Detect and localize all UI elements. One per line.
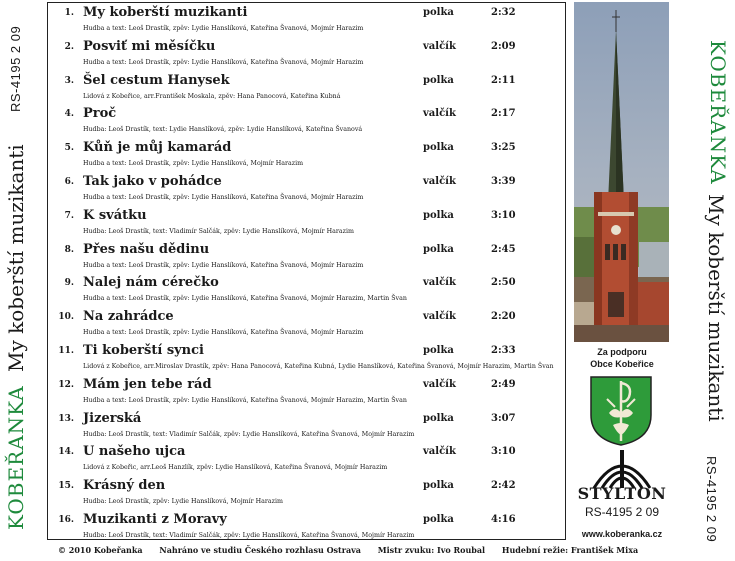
track-title: U našeho ujca bbox=[83, 444, 186, 460]
track-row bbox=[48, 443, 565, 477]
track-row bbox=[48, 139, 565, 173]
track-number: 2. bbox=[64, 41, 74, 52]
track-duration: 2:50 bbox=[491, 277, 516, 289]
track-credits: Hudba: Leoš Drastík, text: Lydie Hanslíková, zpěv: Lydie Hanslíková, Kateřina Švanová bbox=[83, 126, 363, 134]
track-duration: 2:09 bbox=[491, 40, 516, 52]
track-genre: polka bbox=[423, 74, 454, 86]
track-duration: 2:20 bbox=[491, 311, 516, 323]
track-duration: 3:39 bbox=[491, 176, 516, 187]
track-number: 6. bbox=[64, 177, 74, 187]
track-credits: Hudba a text: Leoš Drastík, zpěv: Lydie Hanslíková, Kateřina Švanová, Mojmír Harazim, Martin Švan bbox=[83, 396, 407, 404]
track-duration: 2:17 bbox=[491, 108, 516, 120]
track-genre: polka bbox=[423, 345, 454, 356]
album-title: My koberští muzikanti bbox=[4, 144, 28, 372]
track-credits: Hudba: Leoš Drastík, text: Vladimír Salčák, zpěv: Lydie Hanslíková, Kateřina Švanová, Mojmír Harazim bbox=[83, 532, 415, 539]
track-duration: 4:16 bbox=[491, 514, 516, 525]
track-title: Muzikanti z Moravy bbox=[83, 512, 227, 527]
track-title: Šel cestum Hanysek bbox=[83, 72, 230, 88]
track-credits: Hudba: Leoš Drastík, text: Vladimír Salčák, zpěv: Lydie Hanslíková, Mojmír Harazim bbox=[83, 227, 354, 235]
track-number: 15. bbox=[58, 481, 74, 492]
track-number: 11. bbox=[58, 346, 74, 356]
track-duration: 2:42 bbox=[491, 480, 516, 492]
track-title: K svátku bbox=[83, 207, 147, 223]
track-row bbox=[48, 308, 565, 342]
track-duration: 3:10 bbox=[491, 446, 516, 458]
track-number: 1. bbox=[64, 8, 74, 18]
track-genre: valčík bbox=[423, 378, 456, 390]
track-duration: 2:49 bbox=[491, 378, 516, 390]
track-row bbox=[48, 207, 565, 241]
track-title: Ti koberští synci bbox=[83, 343, 204, 358]
track-genre: polka bbox=[423, 514, 454, 525]
track-number: 3. bbox=[64, 75, 74, 86]
track-row bbox=[48, 511, 565, 545]
track-number: 13. bbox=[58, 413, 74, 424]
track-row bbox=[48, 38, 565, 72]
support-line-2: Obce Kobeřice bbox=[590, 359, 654, 369]
track-genre: polka bbox=[423, 480, 454, 492]
track-row bbox=[48, 4, 565, 38]
track-genre: polka bbox=[423, 412, 454, 424]
sound-master: Mistr zvuku: Ivo Roubal bbox=[377, 545, 486, 555]
track-row bbox=[48, 105, 565, 139]
website-link[interactable]: www.koberanka.cz bbox=[581, 529, 663, 539]
track-genre: valčík bbox=[423, 277, 456, 289]
track-title: Proč bbox=[83, 106, 117, 122]
track-genre: valčík bbox=[423, 446, 456, 458]
track-row bbox=[48, 72, 565, 106]
track-number: 7. bbox=[64, 210, 74, 221]
track-credits: Hudba a text: Leoš Drastík, zpěv: Lydie Hanslíková, Kateřina Švanová, Mojmír Harazim bbox=[83, 261, 364, 269]
track-row bbox=[48, 376, 565, 410]
track-row bbox=[48, 173, 565, 207]
track-number: 8. bbox=[64, 244, 74, 255]
track-duration: 2:11 bbox=[491, 74, 516, 86]
track-credits: Hudba a text: Leoš Drastík, zpěv: Lydie Hanslíková, Kateřina Švanová, Mojmír Harazim bbox=[83, 25, 364, 32]
track-credits: Hudba a text: Leoš Drastík, zpěv: Lydie Hanslíková, Mojmír Harazim bbox=[83, 160, 304, 168]
track-credits: Hudba a text: Leoš Drastík, zpěv: Lydie Hanslíková, Kateřina Švanová, Mojmír Harazim, Martin Švan bbox=[83, 295, 407, 303]
track-number: 9. bbox=[64, 278, 74, 289]
track-row bbox=[48, 342, 565, 376]
track-title: Tak jako v pohádce bbox=[83, 174, 222, 189]
track-credits: Hudba a text: Leoš Drastík, zpěv: Lydie Hanslíková, Kateřina Švanová, Mojmír Harazim bbox=[83, 194, 364, 201]
church-tower-image bbox=[574, 2, 669, 342]
track-duration: 3:25 bbox=[491, 142, 516, 154]
album-title-right: My koberští muzikanti bbox=[704, 194, 728, 422]
copyright: © 2010 Kobeřanka bbox=[58, 545, 143, 555]
track-number: 12. bbox=[58, 379, 74, 390]
track-title: Jizerská bbox=[83, 410, 142, 426]
footer-credits bbox=[58, 545, 652, 555]
track-row bbox=[48, 274, 565, 308]
left-spine bbox=[0, 0, 46, 545]
recording-studio: Nahráno ve studiu Českého rozhlasu Ostrava bbox=[159, 545, 361, 555]
track-number: 16. bbox=[58, 515, 74, 525]
track-title: Nalej nám cérečko bbox=[83, 275, 219, 291]
track-genre: polka bbox=[423, 7, 454, 18]
track-title: Posviť mi měsíčku bbox=[83, 38, 216, 54]
track-duration: 2:32 bbox=[491, 7, 516, 18]
track-title: My koberští muzikanti bbox=[83, 5, 248, 20]
track-duration: 3:10 bbox=[491, 209, 516, 221]
track-credits: Hudba a text: Leoš Drastík, zpěv: Lydie Hanslíková, Kateřina Švanová, Mojmír Harazim bbox=[83, 329, 364, 337]
track-title: Kůň je můj kamarád bbox=[83, 140, 232, 156]
track-credits: Hudba: Leoš Drastík, text: Vladimír Salčák, zpěv: Lydie Hanslíková, Kateřina Švanová, Mojmír Harazim bbox=[83, 430, 415, 438]
track-genre: valčík bbox=[423, 108, 456, 120]
track-credits: Lidová z Kobeřic, arr.Leoš Hanzlík, zpěv: Lydie Hanslíková, Kateřina Švanová, Mojmír Harazim bbox=[83, 464, 388, 472]
track-credits: Lidová z Kobeřice, arr.Miroslav Drastík, zpěv: Hana Panocová, Kateřina Kubná, Lydie Hanslíková, Kateřina Švanová, Mojmír Harazim, Martin Švan bbox=[83, 363, 554, 370]
track-duration: 3:07 bbox=[491, 412, 516, 424]
track-row bbox=[48, 477, 565, 511]
band-name-right: KOBEŘANKA bbox=[706, 40, 730, 185]
track-credits: Hudba: Leoš Drastík, zpěv: Lydie Hanslíková, Mojmír Harazim bbox=[83, 498, 283, 506]
track-genre: polka bbox=[423, 142, 454, 154]
track-title: Krásný den bbox=[83, 478, 166, 494]
track-row bbox=[48, 241, 565, 275]
track-list bbox=[47, 2, 566, 540]
track-title: Přes našu dědinu bbox=[83, 241, 210, 257]
catalog-code-right: RS-4195 2 09 bbox=[704, 456, 719, 543]
track-credits: Hudba a text: Leoš Drastík, zpěv: Lydie Hanslíková, Kateřina Švanová, Mojmír Harazim bbox=[83, 58, 364, 66]
support-line-1: Za podporu bbox=[597, 347, 647, 357]
coat-of-arms-icon bbox=[589, 375, 653, 447]
label-catalog-code: RS-4195 2 09 bbox=[584, 505, 660, 519]
track-genre: valčík bbox=[423, 176, 456, 187]
track-genre: valčík bbox=[423, 40, 456, 52]
track-genre: polka bbox=[423, 209, 454, 221]
label-logo-text: STYLTON bbox=[577, 484, 667, 503]
music-director: Hudební režie: František Mixa bbox=[501, 545, 639, 555]
track-number: 5. bbox=[64, 143, 74, 154]
track-title: Mám jen tebe rád bbox=[83, 376, 212, 392]
track-title: Na zahrádce bbox=[83, 309, 174, 325]
band-name: KOBEŘANKA bbox=[4, 385, 28, 530]
track-number: 4. bbox=[64, 109, 74, 120]
track-credits: Lidová z Kobeřice, arr.František Moskala, zpěv: Hana Panocová, Kateřina Kubná bbox=[83, 92, 341, 100]
track-row bbox=[48, 410, 565, 444]
track-duration: 2:33 bbox=[491, 345, 516, 356]
track-genre: polka bbox=[423, 243, 454, 255]
track-number: 10. bbox=[58, 312, 74, 323]
track-number: 14. bbox=[58, 447, 74, 458]
church-photo bbox=[574, 2, 669, 342]
support-text bbox=[572, 346, 672, 370]
catalog-code: RS-4195 2 09 bbox=[8, 25, 23, 112]
track-duration: 2:45 bbox=[491, 243, 516, 255]
track-genre: valčík bbox=[423, 311, 456, 323]
